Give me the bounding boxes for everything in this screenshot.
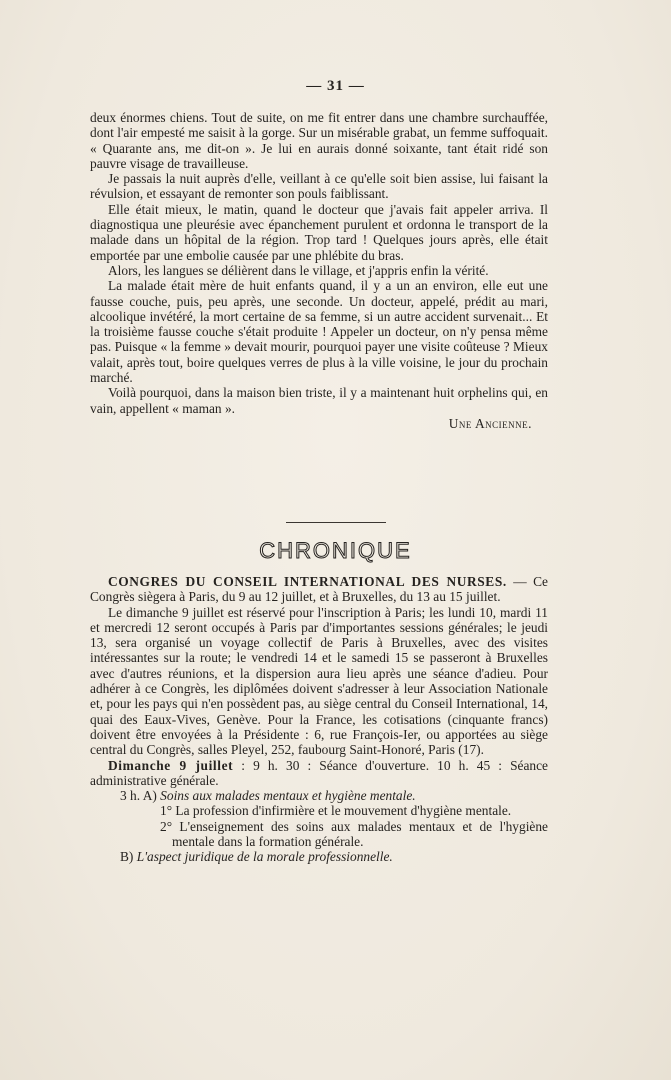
page-number: — 31 —	[306, 78, 365, 94]
congress-heading: CONGRES DU CONSEIL INTERNATIONAL DES NURSES.	[108, 574, 507, 589]
program-item-a1: 1° La profession d'infirmière et le mouvement d'hygiène mentale.	[160, 803, 512, 819]
chronique-title: CHRONIQUE	[259, 538, 412, 563]
program-item-a	[90, 788, 548, 803]
congress-announcement	[90, 574, 548, 605]
sunday-text: : 9 h. 30 : Séance d'ouverture. 10 h. 45 : Séance administrative générale.	[90, 757, 548, 788]
letter-paragraph-6: Voilà pourquoi, dans la maison bien triste, il y a maintenant huit orphelins qui, en vain, appellent « maman ».	[90, 385, 548, 416]
item-a-title: Soins aux malades mentaux et hygiène mentale.	[160, 788, 416, 804]
program-item-a2: 2° L'enseignement des soins aux malades mentaux et de l'hygiène mentale dans la formation générale.	[160, 818, 548, 850]
letter-paragraph-3: Elle était mieux, le matin, quand le docteur que j'avais fait appeler arriva. Il diagnostiqua une pleurésie avec épanchement purulent et ordonna le transport de la malade dans un hôpital de la région. Trop tard ! Quelques jours après, elle était emportée par une embolie causée par une phlébite du bras.	[90, 201, 548, 263]
item-b-label: B)	[120, 849, 137, 865]
item-a-time: 3 h. A)	[120, 788, 161, 804]
congress-dates: — Ce Congrès siègera à Paris, du 9 au 12 juillet, et à Bruxelles, du 13 au 15 juillet.	[90, 574, 548, 605]
sunday-label: Dimanche 9 juillet	[108, 757, 234, 773]
letter-text	[90, 110, 548, 431]
letter-paragraph-4: Alors, les langues se délièrent dans le village, et j'appris enfin la vérité.	[108, 262, 489, 278]
chronique-text	[90, 574, 548, 865]
letter-paragraph-5: La malade était mère de huit enfants quand, il y a un an environ, elle eut une fausse couche, puis, peu après, une seconde. Un docteur, appelé, prédit au mari, alcoolique invétéré, la mort certaine de sa femme, si un autre accident survenait... Et la troisième fausse couche s'était produite ! Appeler un docteur, on n'y pensa même pas. Puisque « la femme » devait mourir, pourquoi payer une visite coûteuse ? Mieux valait, après tout, boire quelques verres de plus à la ville voisine, le jour du prochain marché.	[90, 278, 548, 386]
section-divider	[286, 522, 386, 523]
letter-paragraph-1: deux énormes chiens. Tout de suite, on me fit entrer dans une chambre surchauffée, dont l'air empesté me saisit à la gorge. Sur un misérable grabat, un femme suffoquait. « Quarante ans, me dit-on ». Je lui en aurais donné soixante, tant était ridé son pauvre visage de travailleuse.	[90, 110, 548, 171]
program-item-b	[90, 849, 548, 864]
sunday-program	[90, 758, 548, 789]
letter-signature: Une Ancienne.	[448, 415, 532, 431]
congress-body: Le dimanche 9 juillet est réservé pour l'inscription à Paris; les lundi 10, mardi 11 et mercredi 12 seront occupés à Paris par d'importantes sessions générales; le jeudi 13, sera organisé un voyage collectif de Paris à Bruxelles, avec des visites intéressantes sur la route; le vendredi 14 et le samedi 15 se passeront à Bruxelles avec d'autres réunions, et la dispersion aura lieu après une séance d'adieu. Pour adhérer à ce Congrès, les diplômées doivent s'adresser à leur Association Nationale et, pour les pays qui n'en possèdent pas, au siège central du Conseil International, 14, quai des Eaux-Vives, Genève. Pour la France, les cotisations (cinquante francs) doivent être envoyées à la Présidente : 6, rue François-Ier, ou apportées au siège central du Congrès, salles Pleyel, 252, faubourg Saint-Honoré, Paris (17).	[90, 604, 548, 758]
item-b-title: L'aspect juridique de la morale professionnelle.	[136, 849, 393, 865]
letter-paragraph-2: Je passais la nuit auprès d'elle, veillant à ce qu'elle soit bien assise, lui faisant la révulsion, et essayant de remonter son pouls faiblissant.	[90, 171, 548, 202]
